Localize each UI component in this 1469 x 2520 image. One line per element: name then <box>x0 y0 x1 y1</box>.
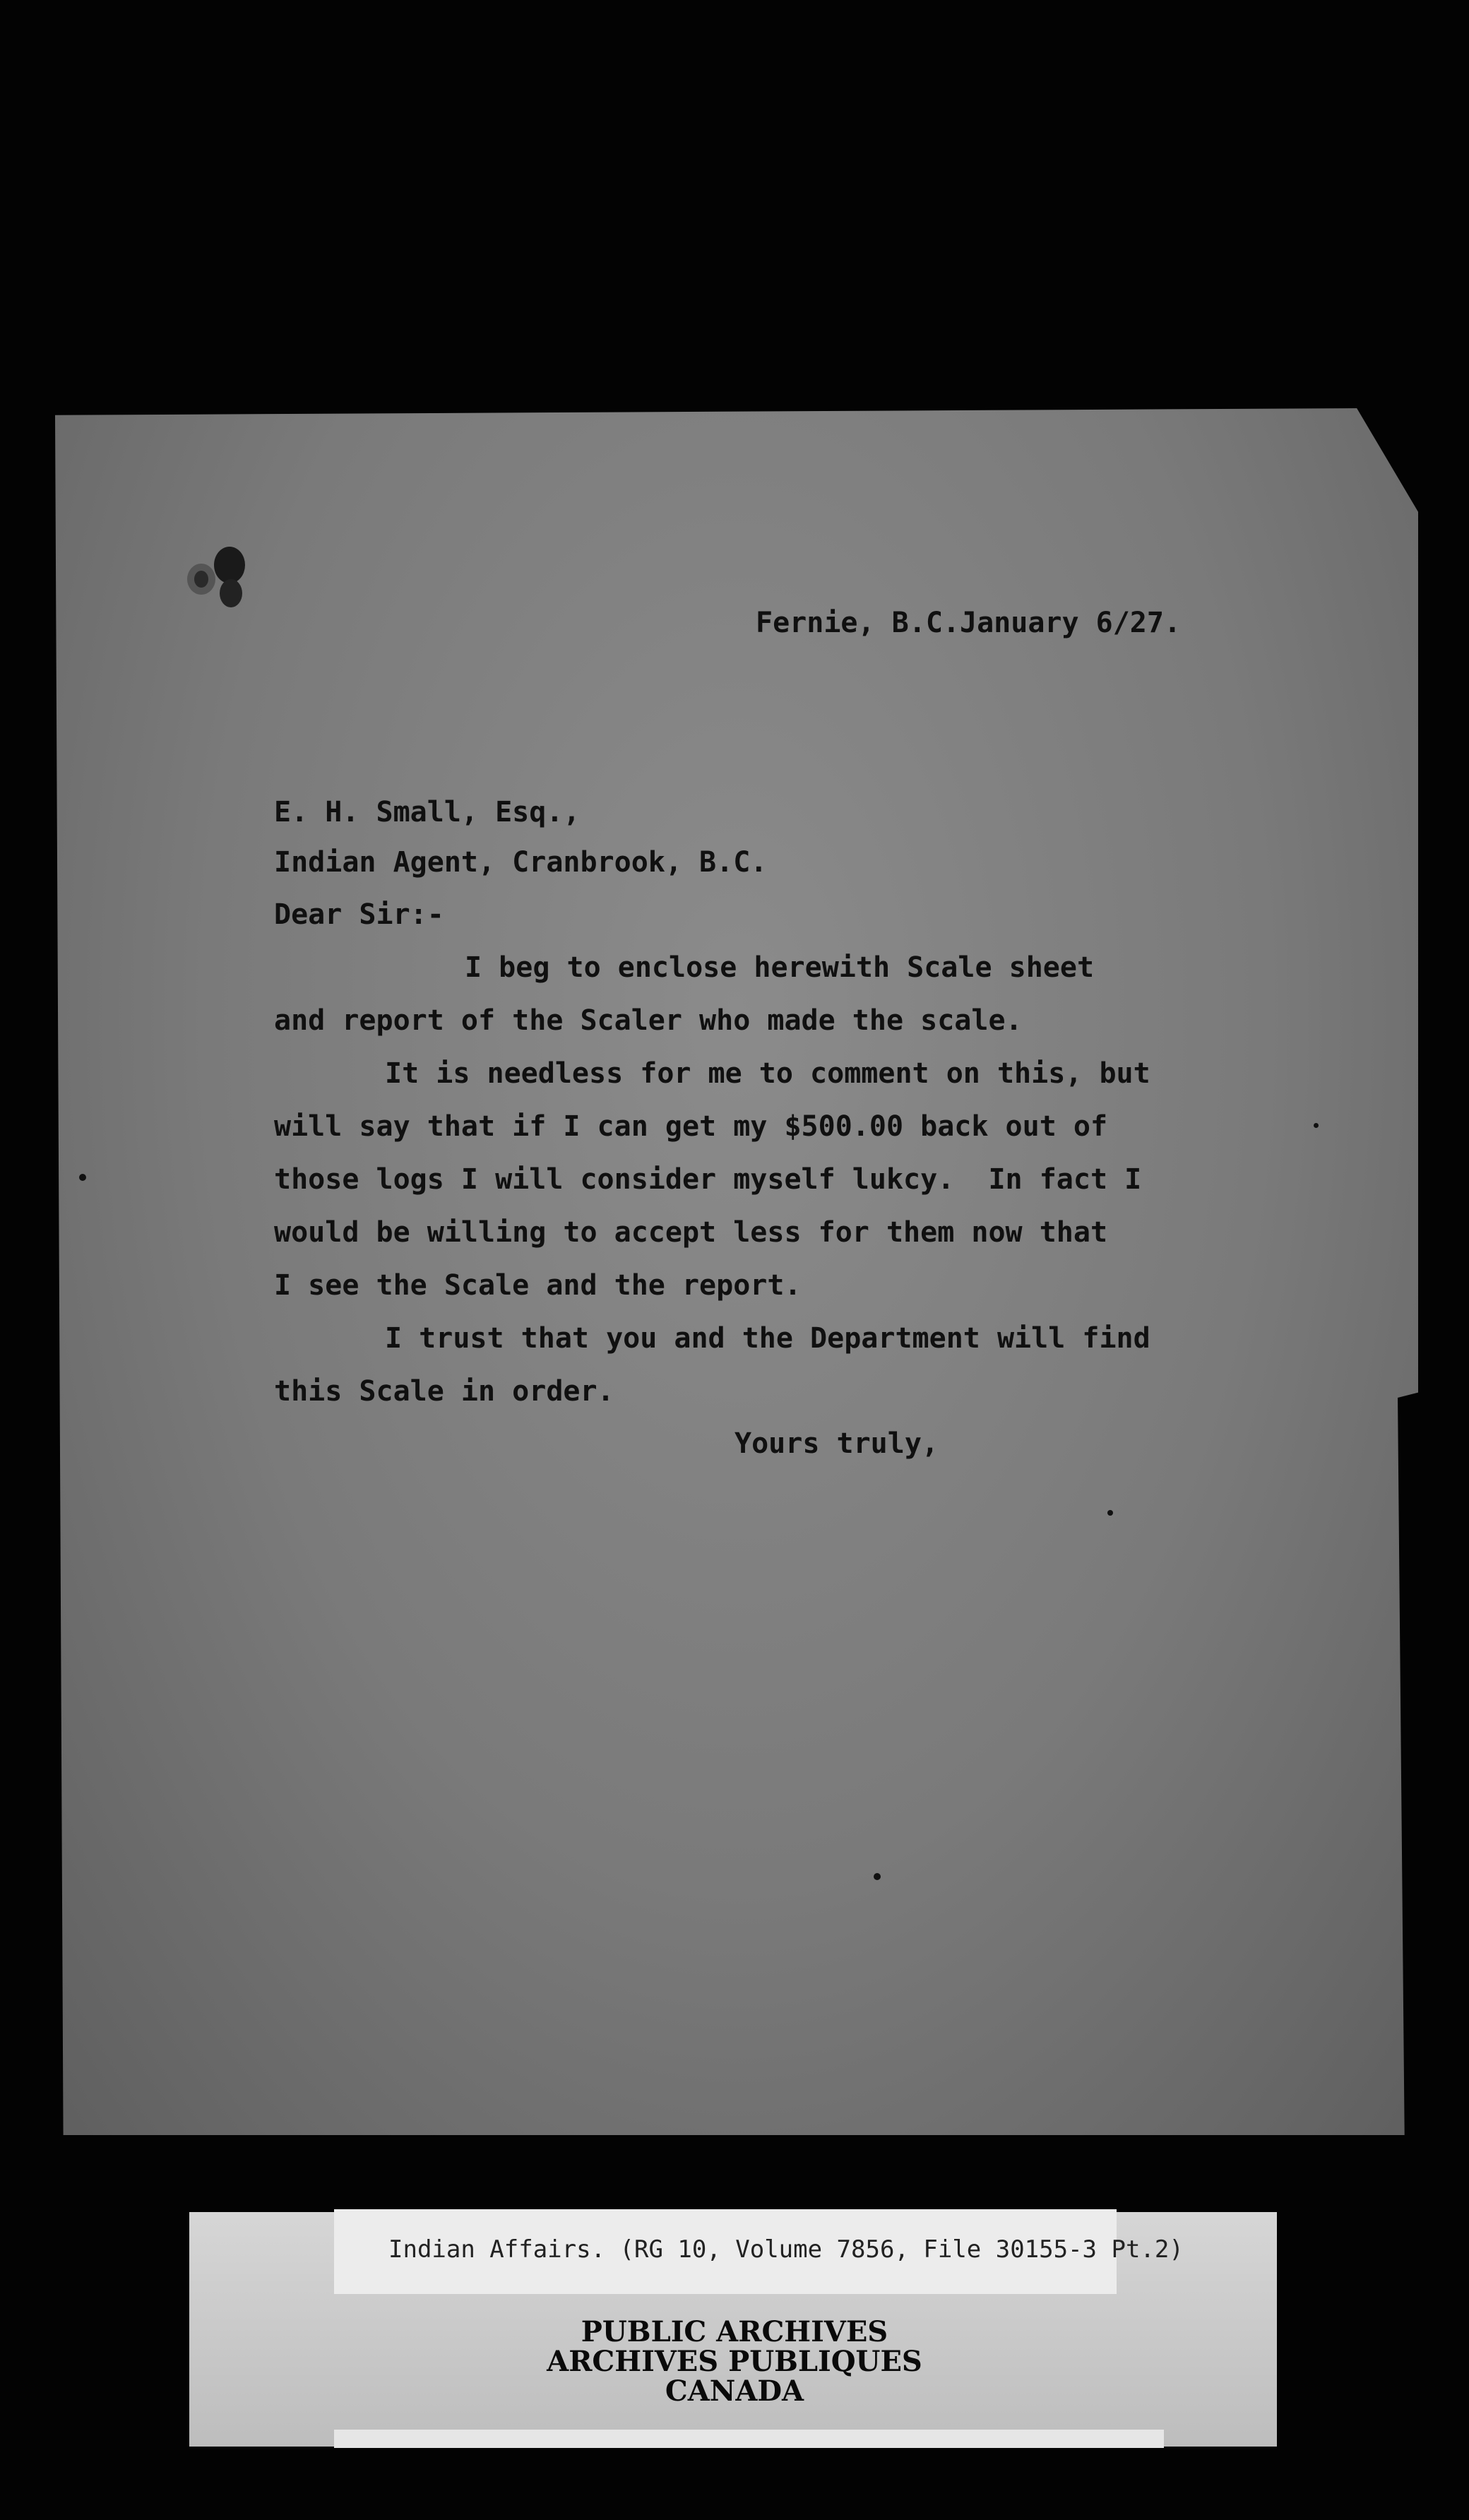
archive-line-public-archives: PUBLIC ARCHIVES <box>581 2315 888 2348</box>
archive-reference: Indian Affairs. (RG 10, Volume 7856, File 30155-3 Pt.2) <box>388 2235 1184 2264</box>
addressee-name: E. H. Small, Esq., <box>274 796 581 828</box>
body-line: would be willing to accept less for them now that <box>274 1216 1108 1249</box>
body-line: I beg to enclose herewith Scale sheet <box>465 951 1095 984</box>
salutation: Dear Sir:- <box>274 898 444 931</box>
label-bottom-strip <box>334 2430 1164 2448</box>
body-line: will say that if I can get my $500.00 back out of <box>274 1110 1108 1143</box>
body-line: this Scale in order. <box>274 1375 614 1408</box>
body-line: those logs I will consider myself lukcy. In fact I <box>274 1163 1142 1196</box>
body-line: It is needless for me to comment on this, but <box>385 1057 1150 1090</box>
paper-speck <box>79 1174 86 1181</box>
closing: Yours truly, <box>734 1427 939 1460</box>
dateline: Fernie, B.C.January 6/27. <box>756 607 1182 639</box>
paper-speck <box>1314 1123 1319 1128</box>
paper-speck <box>874 1873 881 1880</box>
archive-line-archives-publiques: ARCHIVES PUBLIQUES <box>547 2345 922 2378</box>
body-line: I trust that you and the Department will find <box>385 1322 1150 1355</box>
body-line: and report of the Scaler who made the scale. <box>274 1004 1023 1037</box>
ink-blot-mark <box>180 544 258 622</box>
archive-line-canada: CANADA <box>665 2375 804 2408</box>
body-line: I see the Scale and the report. <box>274 1269 802 1302</box>
paper-speck <box>1107 1510 1113 1516</box>
addressee-title: Indian Agent, Cranbrook, B.C. <box>274 846 768 879</box>
